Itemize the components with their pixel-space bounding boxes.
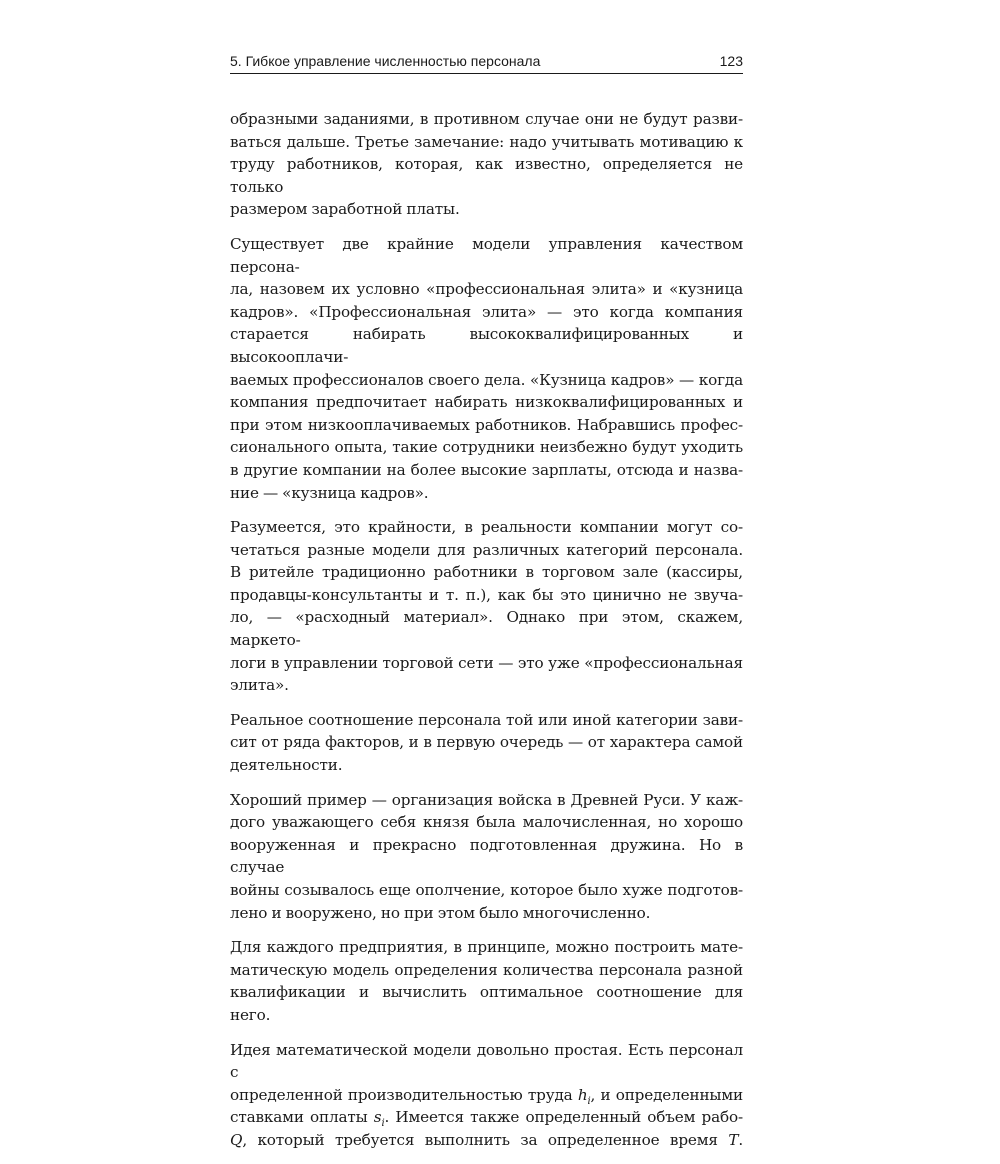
variable-s-subscript: i xyxy=(381,1118,385,1130)
text-line: элита». xyxy=(230,676,289,695)
text-line: старается набирать высококвалифицированных и высокооплачи- xyxy=(230,325,743,366)
text-line: кадров». «Профессиональная элита» — это когда компания xyxy=(230,302,743,321)
text-line: ние — «кузница кадров». xyxy=(230,483,429,502)
text-line xyxy=(230,1129,743,1152)
text-fragment: , и определенными xyxy=(590,1085,743,1104)
variable-h-subscript: i xyxy=(587,1095,591,1107)
paragraph xyxy=(230,108,743,221)
paragraph xyxy=(230,709,743,777)
text-fragment: , который требуется выполнить за определенное время xyxy=(242,1130,729,1149)
variable-h xyxy=(577,1085,591,1107)
text-line: В ритейле традиционно работники в торговом зале (кассиры, xyxy=(230,563,743,582)
text-line: ло, — «расходный материал». Однако при этом, скажем, маркето- xyxy=(230,608,743,650)
text-line: четаться разные модели для различных категорий персонала. xyxy=(230,540,743,559)
text-line: квалификации и вычислить оптимальное соотношение для xyxy=(230,983,743,1002)
text-line: Хороший пример — организация войска в Древней Руси. У каж- xyxy=(230,790,743,809)
text-line: сит от ряда факторов, и в первую очередь — от характера самой xyxy=(230,733,743,752)
variable-s xyxy=(373,1108,385,1130)
text-fragment: . Имеется также определенный объем рабо- xyxy=(384,1108,743,1127)
text-line: Существует две крайние модели управления качеством персона- xyxy=(230,234,743,276)
text-line: логи в управлении торговой сети — это уже «профессиональная xyxy=(230,653,743,672)
paragraph xyxy=(230,936,743,1026)
paragraph xyxy=(230,516,743,697)
text-line: войны созывалось еще ополчение, которое было хуже подготов- xyxy=(230,881,743,899)
text-line: при этом низкооплачиваемых работников. Набравшись профес- xyxy=(230,415,743,434)
variable-h-symbol: h xyxy=(577,1085,588,1104)
text-line: размером заработной платы. xyxy=(230,200,460,219)
paragraph xyxy=(230,233,743,504)
body-text xyxy=(230,108,743,1152)
text-fragment: ставками оплаты xyxy=(230,1108,374,1127)
paragraph xyxy=(230,789,743,925)
text-line xyxy=(230,1084,743,1107)
text-line: дого уважающего себя князя была малочисленная, но хорошо xyxy=(230,813,743,832)
paragraph-math-model xyxy=(230,1039,743,1152)
text-line: него. xyxy=(230,1005,271,1024)
text-line: образными заданиями, в противном случае они не будут разви- xyxy=(230,110,743,128)
text-fragment: определенной производительностью труда xyxy=(230,1085,578,1104)
text-line: деятельности. xyxy=(230,756,343,775)
chapter-title: 5. Гибкое управление численностью персонала xyxy=(230,53,541,69)
variable-s-symbol: s xyxy=(373,1108,382,1127)
text-line: Разумеется, это крайности, в реальности компании могут со- xyxy=(230,518,743,537)
text-line xyxy=(230,1106,743,1129)
text-line: ваемых профессионалов своего дела. «Кузница кадров» — когда xyxy=(230,370,743,389)
text-line: лено и вооружено, но при этом было многочисленно. xyxy=(230,903,651,922)
text-line: сионального опыта, такие сотрудники неизбежно будут уходить xyxy=(230,438,743,457)
book-page xyxy=(230,52,743,1164)
text-line: Для каждого предприятия, в принципе, можно построить мате- xyxy=(230,938,743,957)
text-line: труду работников, которая, как известно, определяется не только xyxy=(230,155,743,196)
text-line: в другие компании на более высокие зарплаты, отсюда и назва- xyxy=(230,460,743,479)
text-line: компания предпочитает набирать низкоквалифицированных и xyxy=(230,393,743,412)
text-line: Идея математической модели довольно простая. Есть персонал с xyxy=(230,1040,743,1082)
page-number: 123 xyxy=(719,53,743,69)
text-line: Реальное соотношение персонала той или иной категории зави- xyxy=(230,710,743,729)
text-line: матическую модель определения количества персонала разной xyxy=(230,960,743,979)
text-line: ваться дальше. Третье замечание: надо учитывать мотивацию к xyxy=(230,132,743,151)
text-fragment: . xyxy=(738,1130,743,1149)
text-line: ла, назовем их условно «профессиональная элита» и «кузница xyxy=(230,280,743,299)
running-header xyxy=(230,52,743,74)
variable-q: Q xyxy=(230,1130,243,1149)
text-line: вооруженная и прекрасно подготовленная дружина. Но в случае xyxy=(230,835,743,877)
text-line: продавцы-консультанты и т. п.), как бы это цинично не звуча- xyxy=(230,585,743,604)
variable-t: T xyxy=(728,1130,739,1149)
